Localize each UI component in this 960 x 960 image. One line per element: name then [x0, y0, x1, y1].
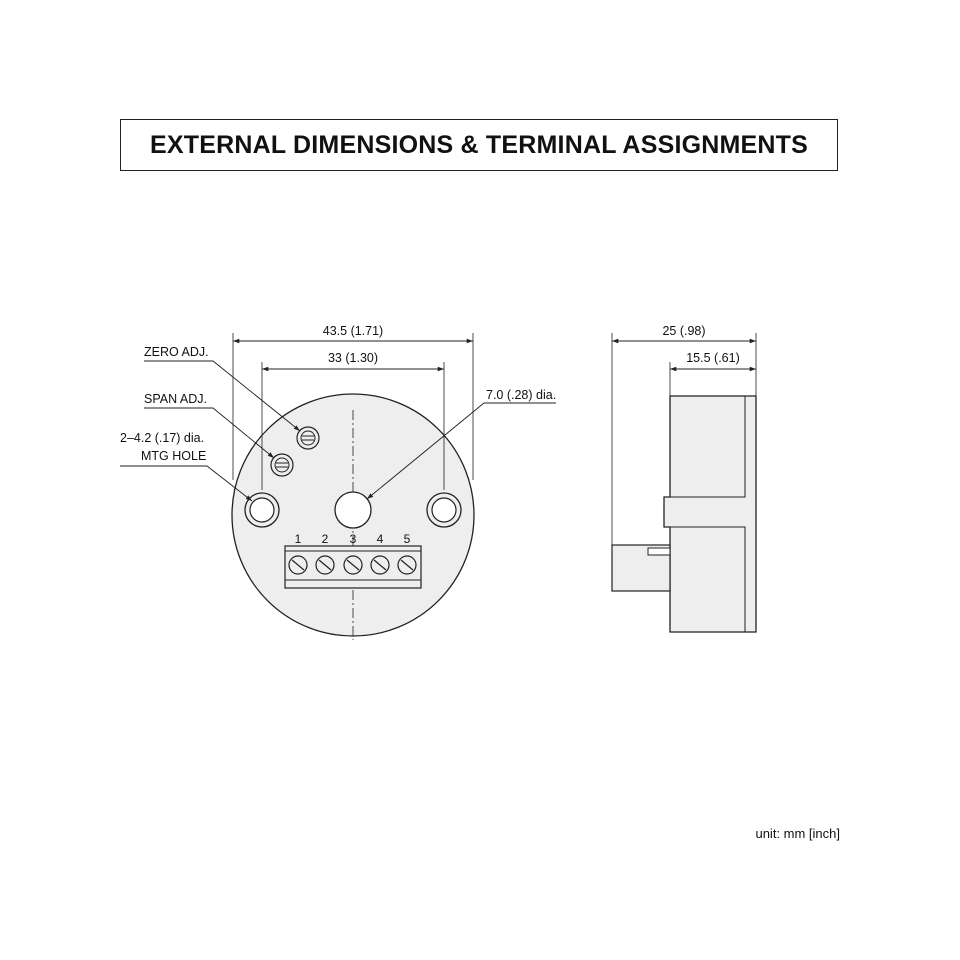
- unit-note: unit: mm [inch]: [755, 826, 840, 841]
- label-mtg-hole-size: 2–4.2 (.17) dia.: [120, 431, 205, 445]
- terminal-number-5: 5: [403, 532, 411, 546]
- center-hole: [335, 492, 371, 528]
- label-mtg-hole: MTG HOLE: [141, 449, 207, 463]
- front-view: [120, 324, 556, 640]
- side-terminal-slot: [648, 548, 670, 555]
- span-adj-screw-icon: [271, 454, 293, 476]
- terminal-screw-5-icon: [398, 556, 416, 574]
- label-center-hole: 7.0 (.28) dia.: [486, 388, 557, 402]
- terminal-screw-3-icon: [344, 556, 362, 574]
- side-body-outline: [664, 396, 756, 632]
- side-view: [612, 324, 756, 632]
- terminal-screw-1-icon: [289, 556, 307, 574]
- mounting-hole-left: [245, 493, 279, 527]
- terminal-screw-2-icon: [316, 556, 334, 574]
- terminal-number-3: 3: [349, 532, 357, 546]
- zero-adj-screw-icon: [297, 427, 319, 449]
- mounting-hole-right: [427, 493, 461, 527]
- terminal-number-2: 2: [321, 532, 329, 546]
- dimension-label-mounting-pitch: 33 (1.30): [327, 351, 379, 365]
- dimension-label-overall-width: 43.5 (1.71): [322, 324, 384, 338]
- page-title: EXTERNAL DIMENSIONS & TERMINAL ASSIGNMENTS: [150, 130, 808, 159]
- terminal-screw-4-icon: [371, 556, 389, 574]
- leader-line-mtg-hole: [120, 466, 252, 501]
- terminal-number-4: 4: [376, 532, 384, 546]
- dimension-label-body-depth: 15.5 (.61): [686, 351, 740, 365]
- dimension-label-overall-depth: 25 (.98): [662, 324, 706, 338]
- label-zero-adj: ZERO ADJ.: [144, 345, 209, 359]
- label-span-adj: SPAN ADJ.: [144, 392, 207, 406]
- terminal-number-1: 1: [294, 532, 302, 546]
